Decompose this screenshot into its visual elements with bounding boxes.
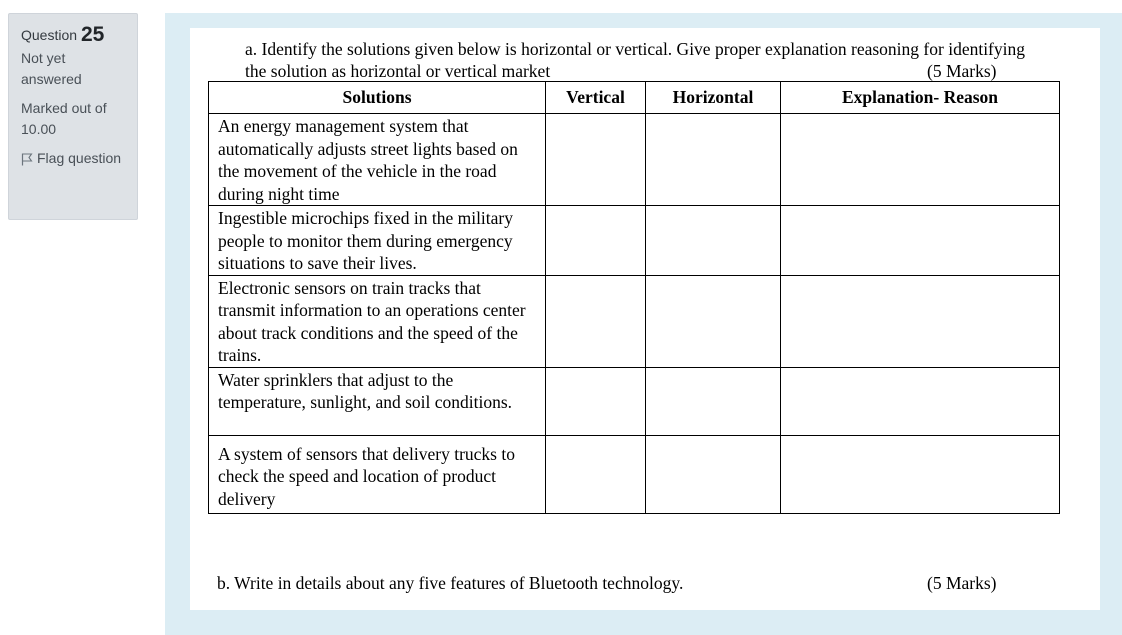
solution-cell: Ingestible microchips fixed in the military people to monitor them during emergency situations to save their lives. bbox=[209, 206, 546, 276]
explanation-cell bbox=[781, 114, 1060, 206]
explanation-cell bbox=[781, 206, 1060, 276]
question-content-area bbox=[165, 13, 1122, 635]
question-text-box bbox=[190, 28, 1100, 610]
solution-cell: Electronic sensors on train tracks that transmit information to an operations center about track conditions and the speed of the trains. bbox=[209, 275, 546, 367]
horizontal-cell bbox=[646, 114, 781, 206]
question-b-marks: (5 Marks) bbox=[927, 573, 997, 593]
question-number: 25 bbox=[80, 23, 105, 46]
question-info-panel bbox=[8, 13, 138, 220]
header-vertical: Vertical bbox=[546, 82, 646, 114]
table-header-row bbox=[209, 82, 1060, 114]
vertical-cell bbox=[546, 275, 646, 367]
header-horizontal: Horizontal bbox=[646, 82, 781, 114]
question-b-text: b. Write in details about any five features of Bluetooth technology. bbox=[217, 573, 684, 593]
question-number-row bbox=[21, 24, 127, 46]
flag-question-label: Flag question bbox=[37, 150, 122, 166]
question-grade: Marked out of 10.00 bbox=[21, 100, 107, 137]
solution-cell: An energy management system that automatically adjusts street lights based on the movement of the vehicle in the road during night time bbox=[209, 114, 546, 206]
horizontal-cell bbox=[646, 206, 781, 276]
table-row bbox=[209, 435, 1060, 513]
header-solutions: Solutions bbox=[209, 82, 546, 114]
explanation-cell bbox=[781, 367, 1060, 435]
solution-cell: Water sprinklers that adjust to the temperature, sunlight, and soil conditions. bbox=[209, 367, 546, 435]
explanation-cell bbox=[781, 275, 1060, 367]
horizontal-cell bbox=[646, 275, 781, 367]
table-row bbox=[209, 275, 1060, 367]
vertical-cell bbox=[546, 367, 646, 435]
flag-question-link[interactable] bbox=[21, 148, 127, 169]
question-a-marks: (5 Marks) bbox=[927, 61, 997, 81]
vertical-cell bbox=[546, 435, 646, 513]
horizontal-cell bbox=[646, 435, 781, 513]
solutions-table bbox=[208, 81, 1060, 514]
question-status: Not yet answered bbox=[21, 50, 82, 87]
question-label: Question bbox=[21, 27, 78, 43]
explanation-cell bbox=[781, 435, 1060, 513]
horizontal-cell bbox=[646, 367, 781, 435]
solution-cell: A system of sensors that delivery trucks to check the speed and location of product delivery bbox=[209, 435, 546, 513]
table-row bbox=[209, 206, 1060, 276]
header-explanation: Explanation- Reason bbox=[781, 82, 1060, 114]
vertical-cell bbox=[546, 206, 646, 276]
question-a-text: a. Identify the solutions given below is horizontal or vertical. Give proper explanation reasoning for identifying the solution as horizontal or vertical market bbox=[245, 39, 1025, 81]
vertical-cell bbox=[546, 114, 646, 206]
table-row bbox=[209, 114, 1060, 206]
table-row bbox=[209, 367, 1060, 435]
flag-icon bbox=[21, 153, 33, 166]
